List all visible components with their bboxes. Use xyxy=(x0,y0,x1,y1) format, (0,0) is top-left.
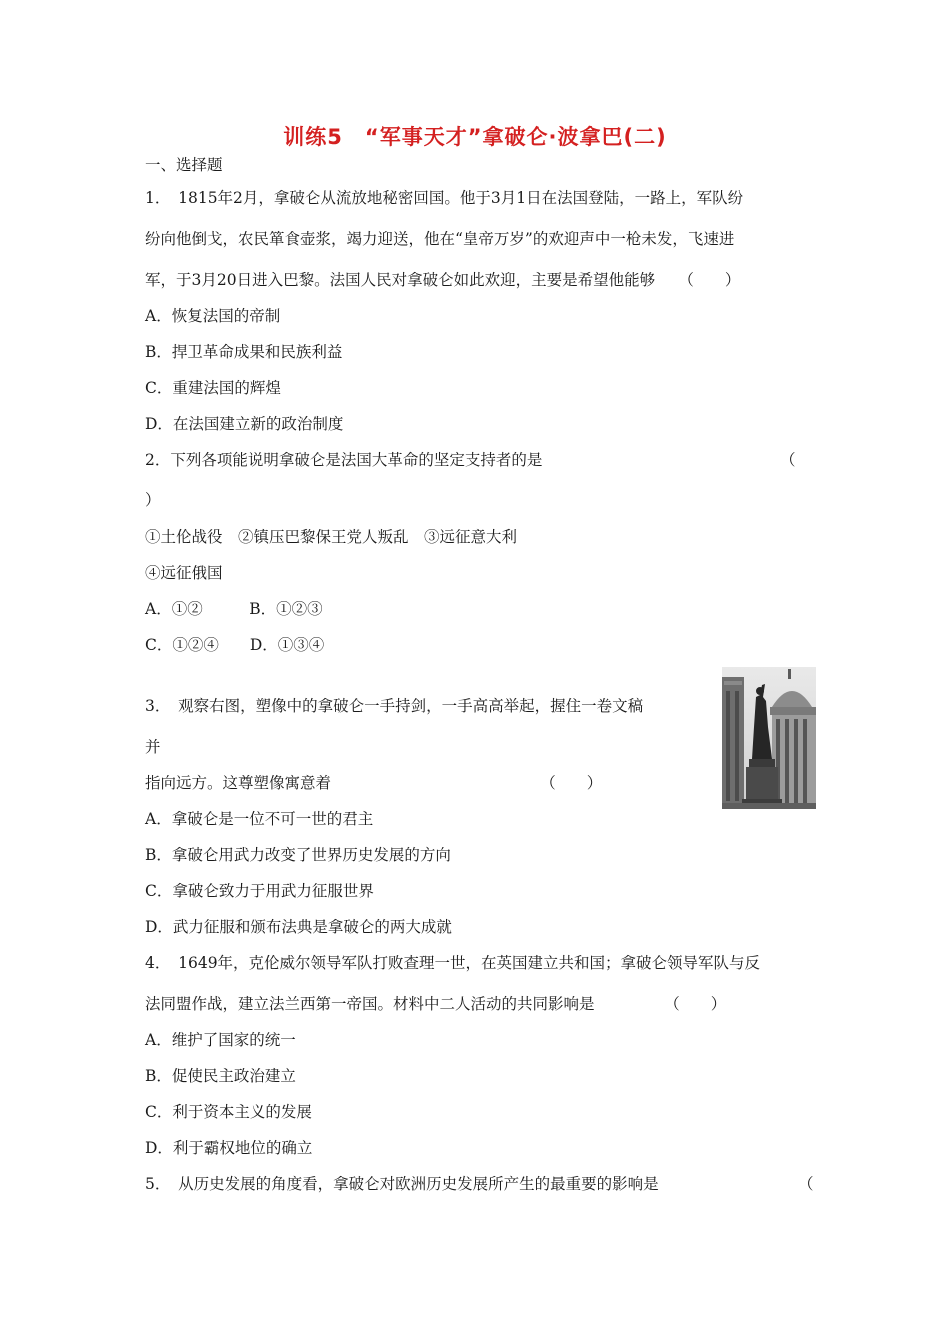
section-heading: 一、选择题 xyxy=(145,156,223,174)
q3-option-a: A．拿破仑是一位不可一世的君主 xyxy=(145,810,374,828)
q1-option-a: A．恢复法国的帝制 xyxy=(145,307,281,325)
q2-stem-line-1: 2．下列各项能说明拿破仑是法国大革命的坚定支持者的是 xyxy=(145,451,543,469)
q1-option-c: C．重建法国的辉煌 xyxy=(145,379,281,397)
q4-option-d: D．利于霸权地位的确立 xyxy=(145,1139,313,1157)
q1-stem-line-2: 纷向他倒戈，农民箪食壶浆，竭力迎送，他在“皇帝万岁”的欢迎声中一枪未发，飞速进 xyxy=(145,230,735,248)
q3-stem-line-2: 并 xyxy=(145,738,161,756)
q2-options-cd: C．①②④ D．①③④ xyxy=(145,636,325,654)
q4-stem-line-2: 法同盟作战，建立法兰西第一帝国。材料中二人活动的共同影响是 （ ） xyxy=(145,995,727,1013)
q4-option-a: A．维护了国家的统一 xyxy=(145,1031,296,1049)
q3-stem-line-3: 指向远方。这尊塑像寓意着 （ ） xyxy=(145,774,603,792)
q2-paren-open: （ xyxy=(780,451,796,469)
page-title: 训练5 “军事天才”拿破仑·波拿巴(二) xyxy=(283,125,667,149)
q3-option-c: C．拿破仑致力于用武力征服世界 xyxy=(145,882,374,900)
q4-option-c: C．利于资本主义的发展 xyxy=(145,1103,312,1121)
q3-stem-line-1: 3． 观察右图，塑像中的拿破仑一手持剑，一手高高举起，握住一卷文稿 xyxy=(145,697,644,715)
q2-paren-close: ） xyxy=(145,491,161,509)
q5-stem-line-1: 5． 从历史发展的角度看，拿破仑对欧洲历史发展所产生的最重要的影响是 xyxy=(145,1175,659,1193)
q1-option-d: D．在法国建立新的政治制度 xyxy=(145,415,344,433)
q4-option-b: B．促使民主政治建立 xyxy=(145,1067,296,1085)
q1-option-b: B．捍卫革命成果和民族利益 xyxy=(145,343,343,361)
q2-items-line-1: ①土伦战役 ②镇压巴黎保王党人叛乱 ③远征意大利 xyxy=(145,528,518,546)
q1-stem-line-3: 军，于3月20日进入巴黎。法国人民对拿破仑如此欢迎，主要是希望他能够 （ ） xyxy=(145,271,741,289)
q3-option-b: B．拿破仑用武力改变了世界历史发展的方向 xyxy=(145,846,451,864)
q1-stem-line-1: 1． 1815年2月，拿破仑从流放地秘密回国。他于3月1日在法国登陆，一路上，军队纷 xyxy=(145,189,744,207)
napoleon-statue-photo xyxy=(722,667,816,809)
q2-items-line-2: ④远征俄国 xyxy=(145,564,223,582)
q3-option-d: D．武力征服和颁布法典是拿破仑的两大成就 xyxy=(145,918,452,936)
q5-paren-open: （ xyxy=(798,1175,814,1193)
q4-stem-line-1: 4． 1649年，克伦威尔领导军队打败查理一世，在英国建立共和国；拿破仑领导军队与反 xyxy=(145,954,761,972)
q2-options-ab: A．①② B．①②③ xyxy=(145,600,323,618)
